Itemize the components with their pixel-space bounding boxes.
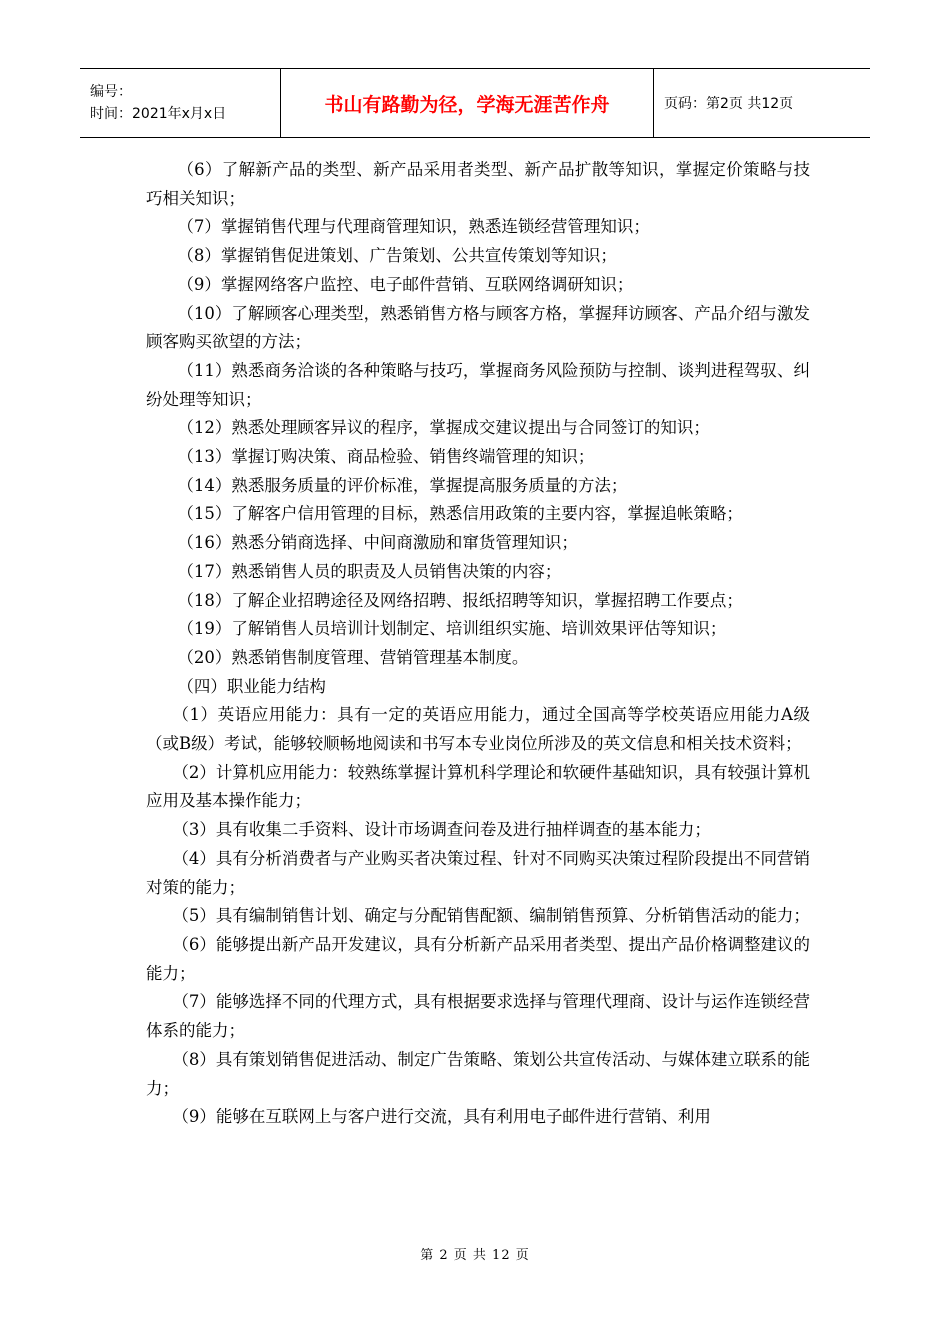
paragraph: （3）具有收集二手资料、设计市场调查问卷及进行抽样调查的基本能力； <box>172 820 711 840</box>
paragraph: （8）掌握销售促进策划、广告策划、公共宣传策划等知识； <box>177 246 617 266</box>
paragraph: （17）熟悉销售人员的职责及人员销售决策的内容； <box>177 561 562 581</box>
paragraph: （6）了解新产品的类型、新产品采用者类型、新产品扩散等知识，掌握定价策略与技巧相关知识； <box>146 160 810 208</box>
paragraph: （13）掌握订购决策、商品检验、销售终端管理的知识； <box>177 447 595 467</box>
paragraph: （7）能够选择不同的代理方式，具有根据要求选择与管理代理商、设计与运作连锁经营体系的能力； <box>146 992 810 1041</box>
paragraph: （18）了解企业招聘途径及网络招聘、报纸招聘等知识，掌握招聘工作要点； <box>177 590 743 610</box>
header-meta <box>80 69 280 137</box>
page-header <box>80 68 870 138</box>
header-motto: 书山有路勤为径，学海无涯苦作舟 <box>280 69 654 137</box>
paragraph: （15）了解客户信用管理的目标，熟悉信用政策的主要内容，掌握追帐策略； <box>177 504 743 524</box>
paragraph: （19）了解销售人员培训计划制定、培训组织实施、培训效果评估等知识； <box>177 619 727 639</box>
page-footer: 第 2 页 共 12 页 <box>420 1248 530 1263</box>
paragraph: （7）掌握销售代理与代理商管理知识，熟悉连锁经营管理知识； <box>177 217 650 237</box>
document-body <box>146 156 810 1132</box>
paragraph: （5）具有编制销售计划、确定与分配销售配额、编制销售预算、分析销售活动的能力； <box>172 906 810 926</box>
number-label: 编号： <box>90 84 132 100</box>
paragraph: （4）具有分析消费者与产业购买者决策过程、针对不同购买决策过程阶段提出不同营销对策的能力； <box>146 848 810 897</box>
paragraph: （10）了解顾客心理类型，熟悉销售方格与顾客方格，掌握拜访顾客、产品介绍与激发顾客购买欲望的方法； <box>146 303 810 352</box>
paragraph: （1）英语应用能力：具有一定的英语应用能力，通过全国高等学校英语应用能力A级（或B级）考试，能够较顺畅地阅读和书写本专业岗位所涉及的英文信息和相关技术资料； <box>146 705 810 754</box>
header-page-info: 页码：第2页 共12页 <box>664 96 794 112</box>
paragraph: （11）熟悉商务洽谈的各种策略与技巧，掌握商务风险预防与控制、谈判进程驾驭、纠纷处理等知识； <box>146 360 810 409</box>
paragraph: （9）能够在互联网上与客户进行交流，具有利用电子邮件进行营销、利用 <box>172 1107 711 1127</box>
paragraph: （20）熟悉销售制度管理、营销管理基本制度。 <box>177 647 529 667</box>
paragraph: （8）具有策划销售促进活动、制定广告策略、策划公共宣传活动、与媒体建立联系的能力； <box>146 1049 810 1098</box>
paragraph: （14）熟悉服务质量的评价标准，掌握提高服务质量的方法； <box>177 475 628 495</box>
paragraph: （9）掌握网络客户监控、电子邮件营销、互联网络调研知识； <box>177 274 634 294</box>
paragraph: （2）计算机应用能力：较熟练掌握计算机科学理论和软硬件基础知识，具有较强计算机应用及基本操作能力； <box>146 762 810 811</box>
paragraph: （6）能够提出新产品开发建议，具有分析新产品采用者类型、提出产品价格调整建议的能力； <box>146 934 810 983</box>
time-label: 时间：2021年x月x日 <box>90 106 227 122</box>
paragraph: （12）熟悉处理顾客异议的程序，掌握成交建议提出与合同签订的知识； <box>177 418 710 438</box>
section-heading: （四）职业能力结构 <box>177 676 326 696</box>
paragraph: （16）熟悉分销商选择、中间商激励和窜货管理知识； <box>177 533 578 553</box>
